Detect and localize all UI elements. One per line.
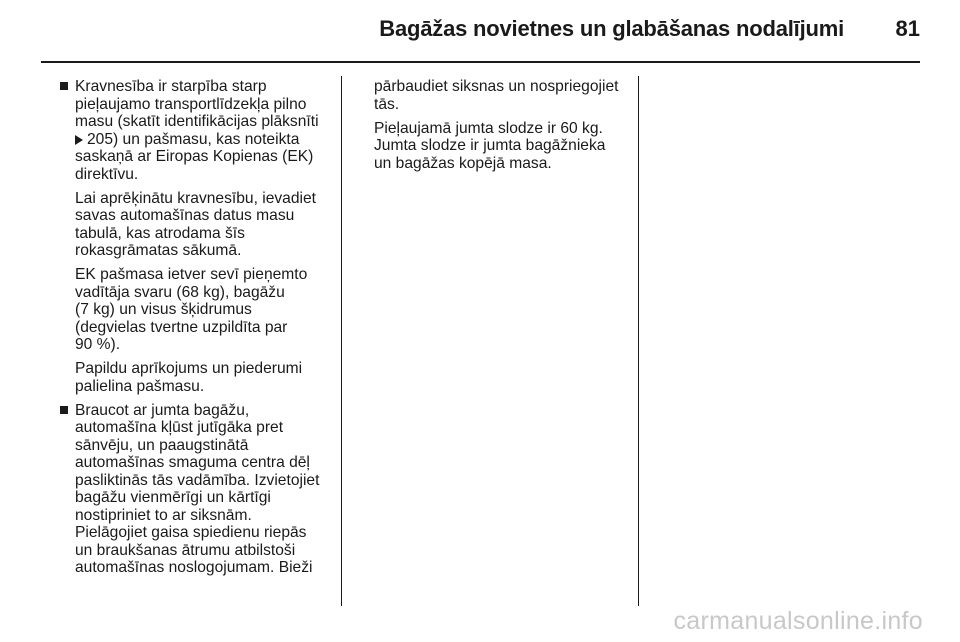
page-header	[0, 0, 960, 62]
left-column	[60, 78, 338, 583]
roof-load-limit-paragraph: Pieļaujamā jumta slodze ir 60 kg. Jumta slodze ir jumta bagāžnieka un bagāžas kopējā masa.	[374, 119, 606, 172]
payload-definition-text: Kravnesība ir starpība starp pieļaujamo transportlīdzekļa pilno masu (skatīt identifikācijas plāksnīti	[75, 78, 319, 130]
payload-definition-continued: 205) un pašmasu, kas noteikta saskaņā ar Eiropas Kopienas (EK) direktīvu.	[75, 130, 314, 183]
page-reference-arrow-icon	[75, 135, 83, 145]
watermark-logo: carmanualsonline.info	[673, 607, 923, 635]
square-bullet-icon	[60, 406, 68, 414]
header-rule	[41, 61, 920, 63]
bullet-item-roof-load	[60, 402, 338, 577]
strap-check-paragraph: pārbaudiet siksnas un nospriegojiet tās.	[374, 78, 619, 113]
square-bullet-icon	[60, 82, 68, 90]
page-title: Bagāžas novietnes un glabāšanas nodalījumi	[379, 16, 844, 41]
roof-load-driving-paragraph: Braucot ar jumta bagāžu, automašīna kļūst jutīgāka pret sānvēju, un paaugstinātā automašīnas smaguma centra dēļ pasliktinās tās vadāmība. Izvietojiet bagāžu vienmērīgi un kārtīgi nostipriniet to ar siksnām. Pielāgojiet gaisa spiedienu riepās un braukšanas ātrumu atbilstoši automašīnas noslogojumam. Bieži	[75, 401, 320, 576]
column-divider-right	[638, 76, 639, 606]
bullet-item-payload	[60, 78, 338, 395]
page-number: 81	[895, 16, 920, 41]
middle-column	[374, 78, 632, 179]
optional-equipment-paragraph: Papildu aprīkojums un piederumi palielina pašmasu.	[75, 360, 303, 395]
column-divider-left	[341, 76, 342, 606]
payload-definition-paragraph	[75, 78, 338, 183]
kerb-weight-paragraph: EK pašmasa ietver sevī pieņemto vadītāja svaru (68 kg), bagāžu (7 kg) un visus šķidrumus (degvielas tvertne uzpildīta par 90 %).	[75, 266, 308, 353]
payload-calculation-paragraph: Lai aprēķinātu kravnesību, ievadiet savas automašīnas datus masu tabulā, kas atrodama šīs rokasgrāmatas sākumā.	[75, 189, 316, 259]
